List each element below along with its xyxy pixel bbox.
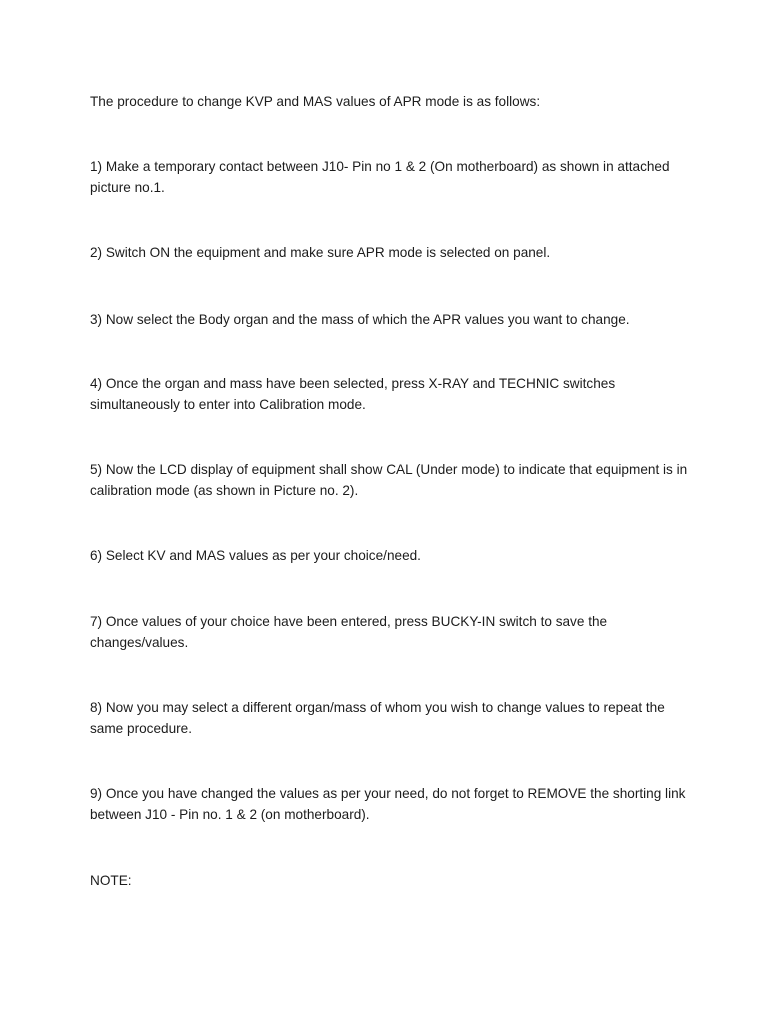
step-9-paragraph: 9) Once you have changed the values as per your need, do not forget to REMOVE the shorting link between J10 - Pin no. 1 & 2 (on motherboard). — [90, 786, 686, 822]
step-7-paragraph: 7) Once values of your choice have been entered, press BUCKY-IN switch to save the changes/values. — [90, 614, 608, 650]
step-4-paragraph: 4) Once the organ and mass have been selected, press X-RAY and TECHNIC switches simultaneously to enter into Calibration mode. — [90, 376, 616, 412]
note-label: NOTE: — [90, 873, 132, 888]
step-8-paragraph: 8) Now you may select a different organ/mass of whom you wish to change values to repeat the same procedure. — [90, 700, 665, 736]
intro-paragraph: The procedure to change KVP and MAS values of APR mode is as follows: — [90, 94, 541, 109]
step-6-paragraph: 6) Select KV and MAS values as per your choice/need. — [90, 548, 421, 563]
step-2-paragraph: 2) Switch ON the equipment and make sure APR mode is selected on panel. — [90, 245, 551, 260]
step-3-paragraph: 3) Now select the Body organ and the mass of which the APR values you want to change. — [90, 312, 630, 327]
step-5-paragraph: 5) Now the LCD display of equipment shall show CAL (Under mode) to indicate that equipment is in calibration mode (as shown in Picture no. 2). — [90, 462, 688, 498]
step-1-paragraph: 1) Make a temporary contact between J10- Pin no 1 & 2 (On motherboard) as shown in attached picture no.1. — [90, 159, 670, 195]
